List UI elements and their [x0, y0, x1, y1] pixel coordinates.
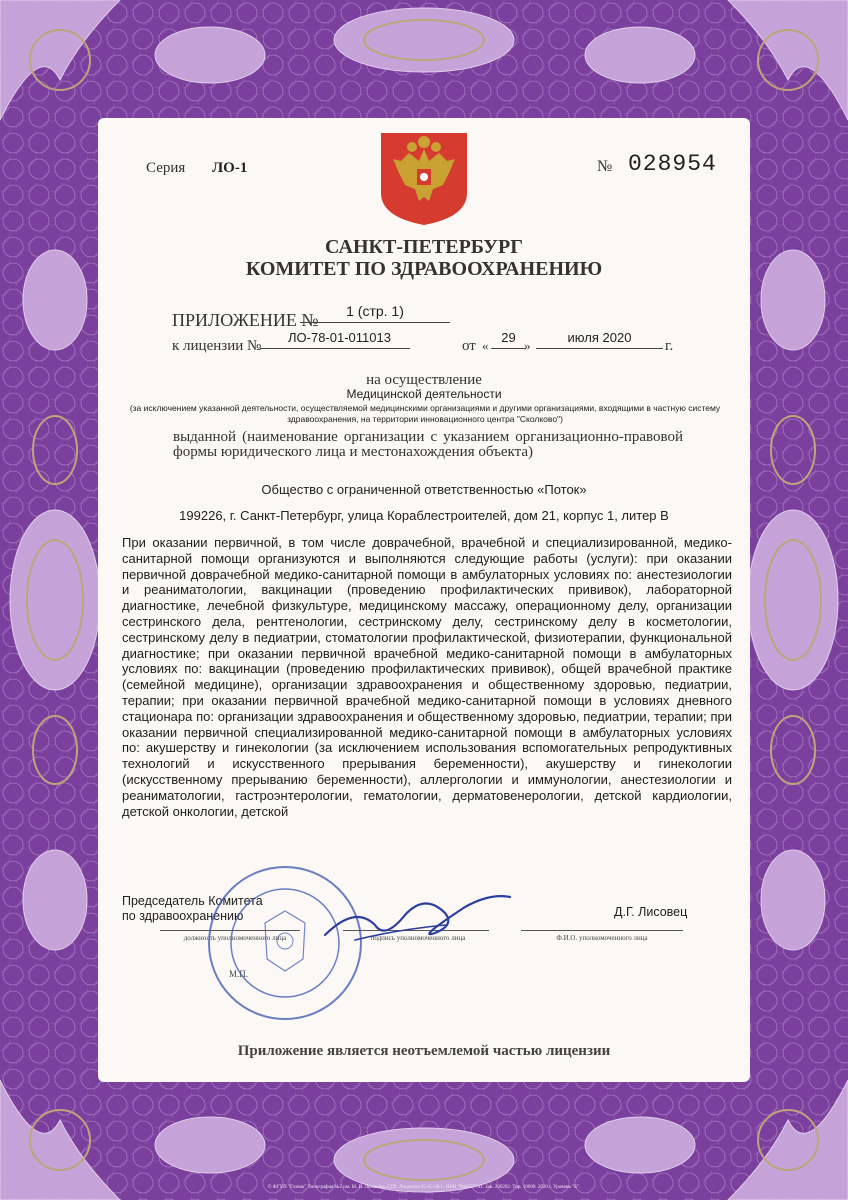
date-quote-open: « — [482, 338, 489, 353]
license-label: к лицензии № — [172, 338, 262, 354]
position-caption: должность уполномоченного лица — [183, 934, 287, 942]
series-value: ЛО-1 — [212, 160, 248, 176]
stamp-place-label: М.П. — [229, 969, 249, 979]
issued-to-caption: выданной (наименование организации с указанием организационно-правовой формы юридического лица и местонахождения объекта) — [173, 429, 683, 460]
activity-exclusion: (за исключением указанной деятельности, осуществляемой медицинскими организациями и другими организациями, входящими в частную систему здравоохранения, на территории инновационного центра "Сколково") — [129, 403, 721, 424]
activity-name: Медицинской деятельности — [346, 387, 502, 401]
signature-caption: подпись уполномоченного лица — [370, 934, 466, 942]
committee-heading: КОМИТЕТ ПО ЗДРАВООХРАНЕНИЮ — [245, 258, 603, 280]
on-implementation-label: на осуществление — [366, 372, 482, 388]
footer-note: Приложение является неотъемлемой частью лицензии — [237, 1043, 611, 1059]
license-number: ЛО-78-01-011013 — [260, 330, 410, 349]
printer-imprint: © ФГУП "Гознак" Типография №2 им. М. И. Лоханова. СПб. Лицензия 05-05-09/1. ИНН 7808037741. Зак. 200202. Тир. 10000. 2020 г. Уровень "Б". — [267, 1185, 581, 1190]
form-number: 028954 — [628, 151, 717, 177]
chairman-line-1: Председатель Комитета — [122, 894, 263, 908]
date-quote-close: » — [524, 338, 531, 353]
date-from-label: от — [462, 338, 476, 354]
date-month-year: июля 2020 — [536, 330, 663, 349]
chairman-line-2: по здравоохранению — [122, 909, 244, 923]
series-label: Серия — [146, 160, 186, 176]
annex-number: 1 (стр. 1) — [300, 303, 450, 323]
organization-name: Общество с ограниченной ответственностью «Поток» — [261, 482, 587, 497]
city-heading: САНКТ-ПЕТЕРБУРГ — [325, 236, 523, 258]
services-text: При оказании первичной, в том числе доврачебной, врачебной и специализированной, медико-санитарной помощи организуются и выполняются следующие работы (услуги): при оказании первичной доврачебной медико-санитарной помощи в амбулаторных условиях по: анестезиологии и реаниматологии, вакцинации (проведению профилактических прививок), лабораторной диагностике, лечебной физкультуре, медицинскому массажу, операционному делу, организации сестринского дела, рентгенологии, сестринскому делу, сестринскому делу в косметологии, сестринскому делу в педиатрии, стоматологии профилактической, физиотерапии, функциональной диагностике; при оказании первичной врачебной медико-санитарной помощи в амбулаторных условиях по: вакцинации (проведению профилактических прививок), общей врачебной практике (семейной медицине), организации здравоохранения и общественному здоровью, педиатрии, терапии; при оказании первичной врачебной медико-санитарной помощи в условиях дневного стационара по: организации здравоохранения и общественному здоровью, педиатрии, терапии; при оказании первичной специализированной медико-санитарной помощи в амбулаторных условиях по: акушерству и гинекологии (за исключением использования вспомогательных репродуктивных технологий и искусственного прерывания беременности), акушерству и гинекологии (искусственному прерыванию беременности), аллергологии и иммунологии, анестезиологии и реаниматологии, гастроэнтерологии, гематологии, дерматовенерологии, детской кардиологии, детской онкологии, детской — [122, 535, 732, 819]
number-label: № — [597, 158, 613, 175]
signer-name: Д.Г. Лисовец — [614, 905, 688, 919]
handwritten-signature — [315, 885, 515, 955]
annex-label: ПРИЛОЖЕНИЕ № — [172, 310, 319, 330]
organization-address: 199226, г. Санкт-Петербург, улица Кораблестроителей, дом 21, корпус 1, литер В — [179, 508, 669, 523]
date-day: 29 — [491, 330, 526, 349]
year-suffix: г. — [665, 338, 674, 354]
coat-of-arms-icon — [379, 131, 469, 227]
name-line — [521, 930, 683, 931]
name-caption: Ф.И.О. уполномоченного лица — [556, 934, 648, 942]
